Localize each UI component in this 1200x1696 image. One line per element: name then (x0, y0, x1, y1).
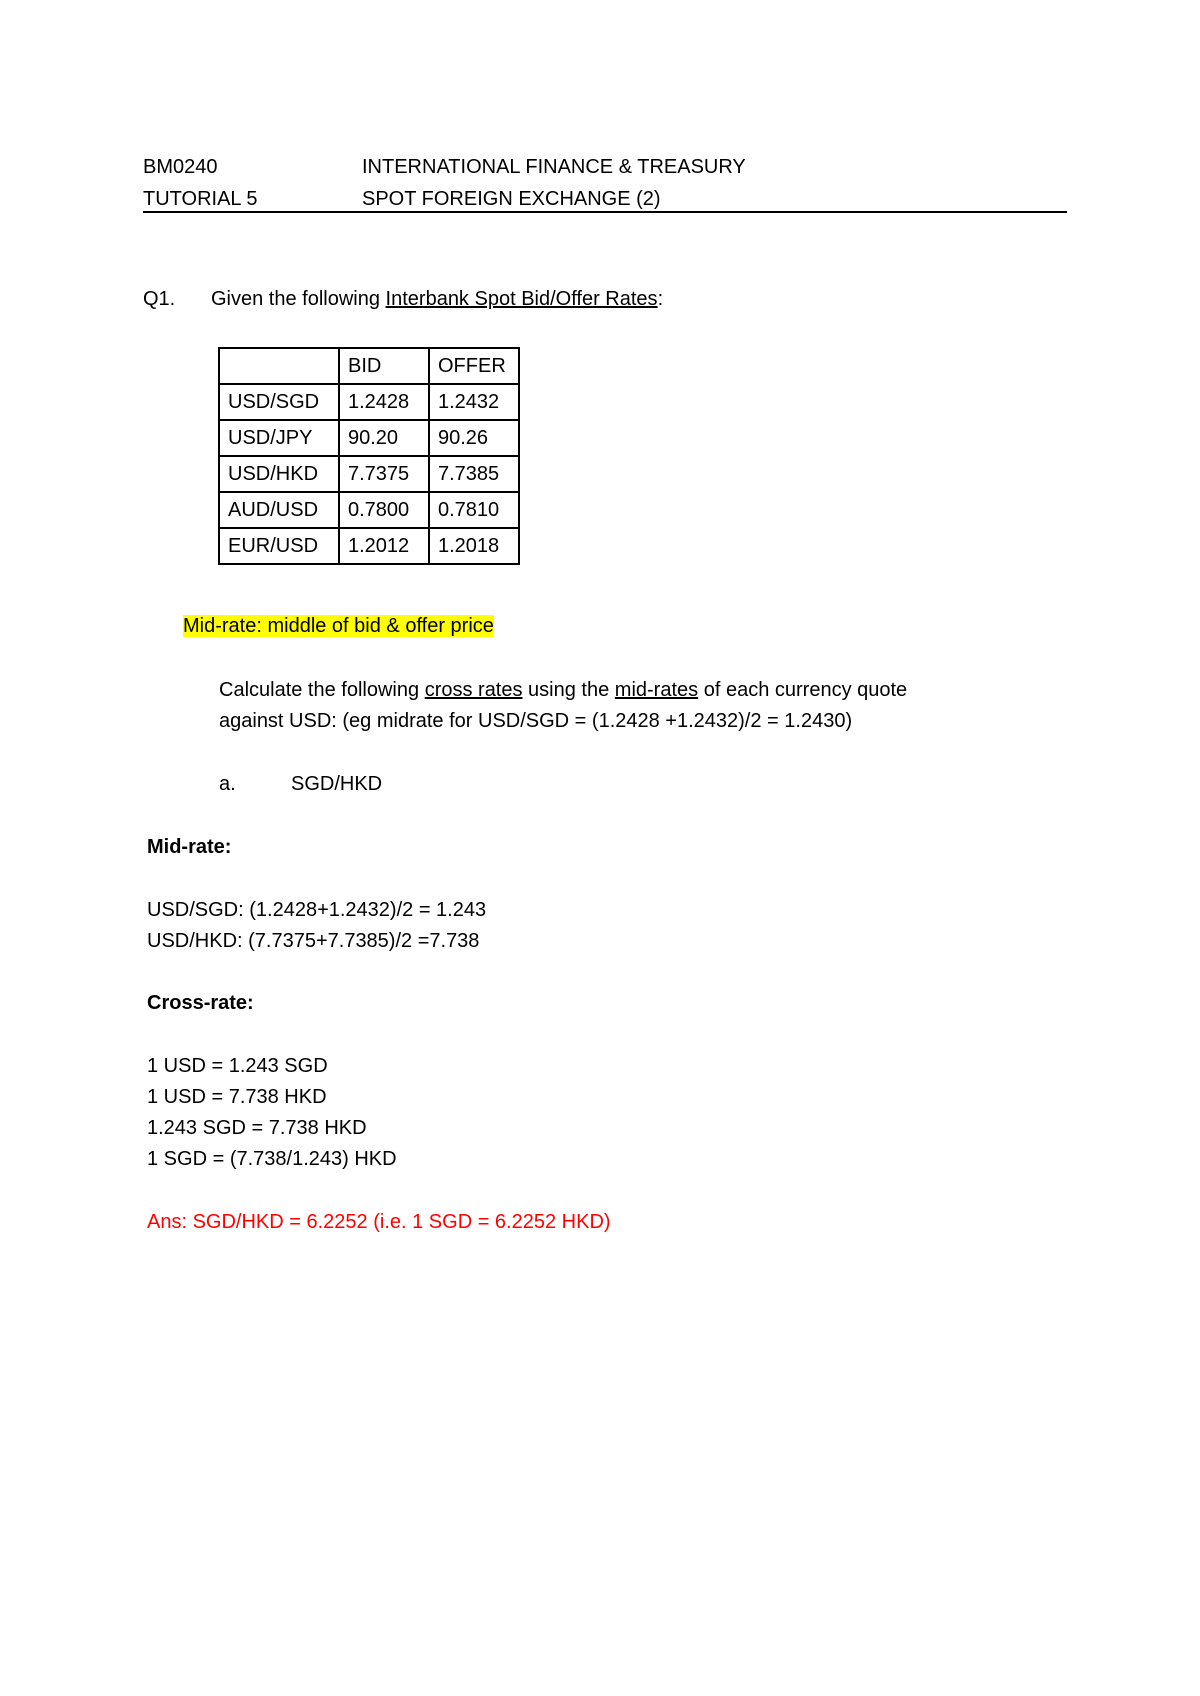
table-cell: EUR/USD (219, 528, 339, 564)
table-header-cell: BID (339, 348, 429, 384)
table-row (219, 384, 519, 420)
instruction-line-2: against USD: (eg midrate for USD/SGD = (1.2428 +1.2432)/2 = 1.2430) (219, 710, 853, 732)
table-header-cell (219, 348, 339, 384)
question-intro-prefix: Given the following (211, 288, 386, 310)
table-cell: 1.2432 (429, 384, 519, 420)
table-cell: 1.2428 (339, 384, 429, 420)
rates-table (218, 347, 520, 565)
crossrate-line: 1.243 SGD = 7.738 HKD (147, 1117, 367, 1139)
table-cell: 0.7800 (339, 492, 429, 528)
question-intro-underlined: Interbank Spot Bid/Offer Rates (385, 288, 658, 310)
table-header-cell: OFFER (429, 348, 519, 384)
crossrate-line: 1 USD = 1.243 SGD (147, 1055, 328, 1077)
instruction-underline-cross-rates: cross rates (424, 679, 523, 701)
table-cell: 90.20 (339, 420, 429, 456)
question-intro (211, 287, 663, 311)
header-divider (143, 211, 1067, 213)
table-row (219, 492, 519, 528)
instruction-line-1 (219, 678, 907, 702)
table-row (219, 528, 519, 564)
midrate-note-highlight: Mid-rate: middle of bid & offer price (183, 615, 494, 637)
table-cell: 1.2012 (339, 528, 429, 564)
table-row (219, 456, 519, 492)
table-cell: 7.7385 (429, 456, 519, 492)
crossrate-line: 1 USD = 7.738 HKD (147, 1086, 327, 1108)
instruction-part-2: using the (522, 679, 615, 701)
course-title: INTERNATIONAL FINANCE & TREASURY (362, 156, 746, 178)
question-number: Q1. (143, 288, 176, 310)
table-cell: USD/SGD (219, 384, 339, 420)
table-header-row (219, 348, 519, 384)
table-cell: 1.2018 (429, 528, 519, 564)
table-cell: USD/HKD (219, 456, 339, 492)
table-cell: 0.7810 (429, 492, 519, 528)
midrate-line: USD/HKD: (7.7375+7.7385)/2 =7.738 (147, 930, 480, 952)
tutorial-label: TUTORIAL 5 (143, 188, 258, 210)
answer-text: Ans: SGD/HKD = 6.2252 (i.e. 1 SGD = 6.2252 HKD) (147, 1211, 611, 1233)
tutorial-topic: SPOT FOREIGN EXCHANGE (2) (362, 188, 661, 210)
sub-question-text: SGD/HKD (291, 773, 383, 795)
instruction-underline-mid-rates: mid-rates (614, 679, 699, 701)
instruction-part-1: Calculate the following (219, 679, 425, 701)
instruction-part-3: of each currency quote (698, 679, 908, 701)
sub-question-label: a. (219, 773, 236, 795)
midrate-heading: Mid-rate: (147, 836, 232, 858)
midrate-note (183, 614, 494, 638)
midrate-line: USD/SGD: (1.2428+1.2432)/2 = 1.243 (147, 899, 487, 921)
table-cell: 7.7375 (339, 456, 429, 492)
crossrate-line: 1 SGD = (7.738/1.243) HKD (147, 1148, 397, 1170)
question-intro-suffix: : (657, 288, 664, 310)
crossrate-heading: Cross-rate: (147, 992, 254, 1014)
table-cell: 90.26 (429, 420, 519, 456)
course-code: BM0240 (143, 156, 218, 178)
table-cell: USD/JPY (219, 420, 339, 456)
table-cell: AUD/USD (219, 492, 339, 528)
table-row (219, 420, 519, 456)
